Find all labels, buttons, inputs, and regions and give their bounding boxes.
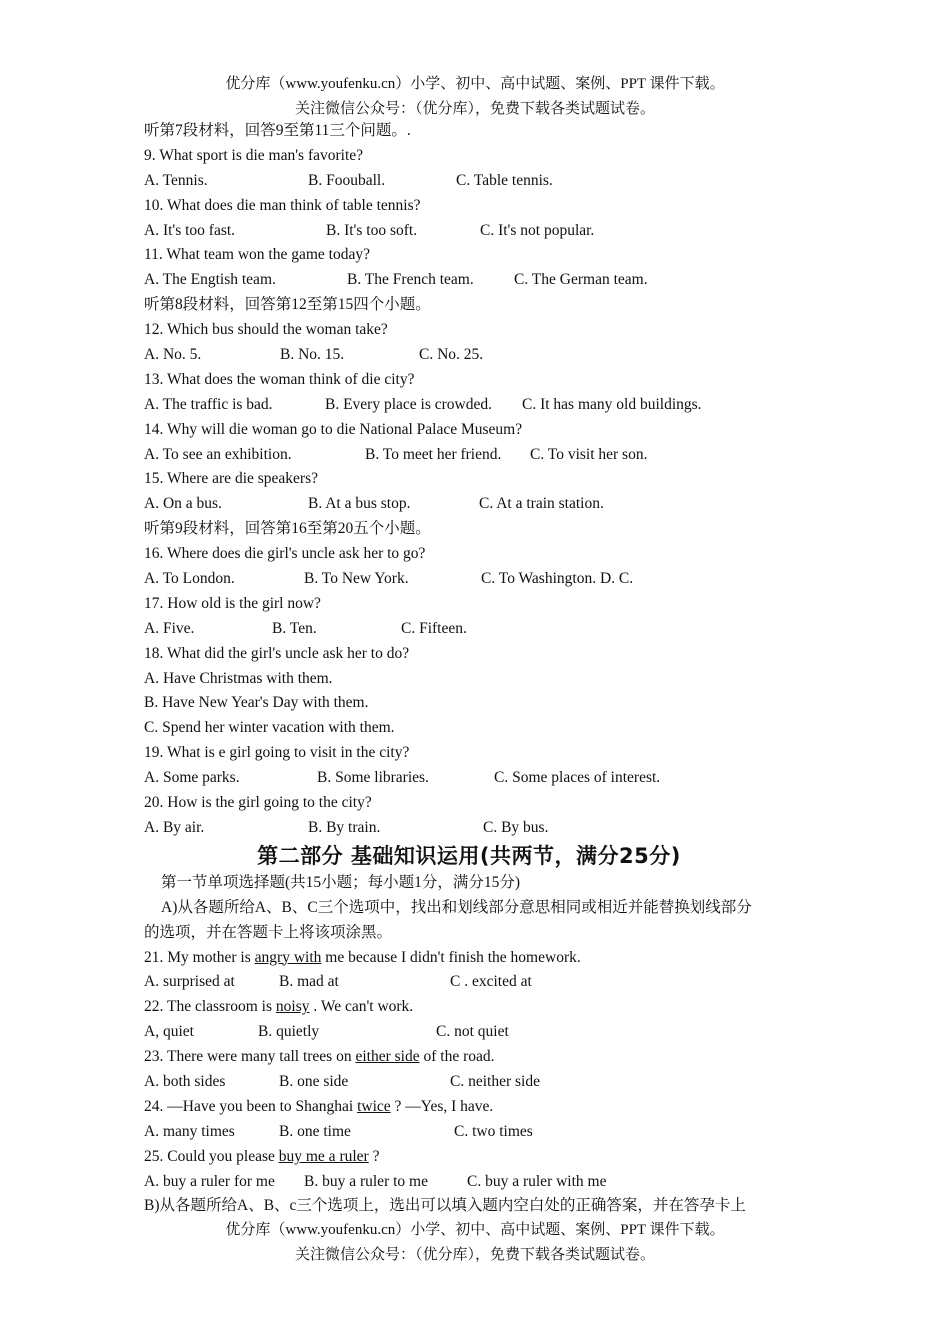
question-12-stem: 12. Which bus should the woman take? xyxy=(144,321,388,339)
stem-text: 24. —Have you been to Shanghai xyxy=(144,1097,358,1115)
stem-text: 25. Could you please xyxy=(144,1147,279,1165)
instruction-part7: 听第7段材料，回答9至第11三个问题。. xyxy=(144,122,411,139)
option-c: C. buy a ruler with me xyxy=(467,1172,607,1190)
option-c: C. By bus. xyxy=(483,818,549,836)
option-c: C. To visit her son. xyxy=(530,445,648,463)
underlined-phrase: either side xyxy=(355,1048,420,1066)
question-13-options xyxy=(144,393,824,418)
option-c: C. neither side xyxy=(450,1072,540,1090)
option-b: B. one side xyxy=(279,1072,349,1090)
option-b: B. one time xyxy=(279,1122,351,1140)
option-b: B. quietly xyxy=(258,1023,320,1041)
option-c: C. No. 25. xyxy=(419,346,484,364)
option-a: A. To see an exhibition. xyxy=(144,445,292,463)
stem-text-end: of the road. xyxy=(419,1048,495,1066)
instruction-b: B)从各题所给A、B、c三个选项上，选出可以填入题内空白处的正确答案，并在答孕卡上 xyxy=(144,1197,746,1215)
stem-text: 23. There were many tall trees on xyxy=(144,1048,356,1066)
question-22-options xyxy=(144,1020,824,1045)
question-20-options xyxy=(144,816,824,841)
underlined-phrase: twice xyxy=(357,1097,391,1115)
stem-text-end: ? —Yes, I have. xyxy=(390,1097,494,1115)
option-b: B. Ten. xyxy=(272,619,317,637)
option-a: A. many times xyxy=(144,1122,235,1140)
page-footer xyxy=(0,1218,950,1268)
option-c: C. not quiet xyxy=(436,1023,509,1041)
option-c: C . excited at xyxy=(450,973,532,991)
option-b: B. No. 15. xyxy=(280,346,345,364)
question-10-options xyxy=(144,219,824,244)
option-c: C. At a train station. xyxy=(479,495,604,513)
option-a: A. Tennis. xyxy=(144,171,208,189)
question-23-options xyxy=(144,1070,824,1095)
question-17-options xyxy=(144,617,824,642)
option-b: B. It's too soft. xyxy=(326,221,418,239)
question-15-stem: 15. Where are die speakers? xyxy=(144,470,318,488)
option-b: B. mad at xyxy=(279,973,339,991)
question-24-stem xyxy=(144,1095,824,1120)
option-a: A. By air. xyxy=(144,818,205,836)
option-b: B. Every place is crowded. xyxy=(325,395,492,413)
option-b: B. To New York. xyxy=(304,570,409,588)
question-21-options xyxy=(144,970,824,995)
option-b: B. By train. xyxy=(308,818,381,836)
question-16-options xyxy=(144,567,824,592)
section-one-heading: 第一节单项选择题(共15小题；每小题1分，满分15分) xyxy=(161,873,521,891)
option-c: C. The German team. xyxy=(514,271,648,289)
page-header xyxy=(0,72,950,122)
header-line-1: 优分库（www.youfenku.cn）小学、初中、高中试题、案例、PPT 课件下载。 xyxy=(225,76,725,92)
stem-text: 21. My mother is xyxy=(144,948,255,966)
question-13-stem: 13. What does the woman think of die city? xyxy=(144,370,415,388)
footer-line-1: 优分库（www.youfenku.cn）小学、初中、高中试题、案例、PPT 课件下载。 xyxy=(225,1222,725,1238)
option-b: B. At a bus stop. xyxy=(308,495,411,513)
option-a: A. It's too fast. xyxy=(144,221,236,239)
option-a: A. The Engtish team. xyxy=(144,271,276,289)
question-16-stem: 16. Where does die girl's uncle ask her to go? xyxy=(144,545,426,563)
question-21-stem xyxy=(144,946,824,971)
option-c: C. It's not popular. xyxy=(480,221,595,239)
question-24-options xyxy=(144,1120,824,1145)
question-9-options xyxy=(144,169,824,194)
instruction-a-line-1: A)从各题所给A、B、C三个选项中，找出和划线部分意思相同或相近并能替换划线部分 xyxy=(161,898,752,916)
option-c: C. Some places of interest. xyxy=(494,769,661,787)
option-a: A. buy a ruler for me xyxy=(144,1172,275,1190)
option-c: C. It has many old buildings. xyxy=(522,395,702,413)
question-18-option-a: A. Have Christmas with them. xyxy=(144,669,333,687)
question-11-stem: 11. What team won the game today? xyxy=(144,246,370,264)
option-a: A. The traffic is bad. xyxy=(144,395,273,413)
option-b: B. To meet her friend. xyxy=(365,445,502,463)
stem-text-end: me because I didn't finish the homework. xyxy=(321,948,581,966)
question-22-stem xyxy=(144,995,824,1020)
stem-text-end: . We can't work. xyxy=(309,998,414,1016)
part-two-title: 第二部分 基础知识运用(共两节，满分25分) xyxy=(257,843,681,868)
question-14-options xyxy=(144,443,824,468)
option-a: A. To London. xyxy=(144,570,235,588)
option-b: B. buy a ruler to me xyxy=(304,1172,428,1190)
option-a: A, quiet xyxy=(144,1023,194,1041)
question-18-stem: 18. What did the girl's uncle ask her to do? xyxy=(144,644,410,662)
option-c: C. To Washington. D. C. xyxy=(481,570,634,588)
question-20-stem: 20. How is the girl going to the city? xyxy=(144,794,372,812)
question-17-stem: 17. How old is the girl now? xyxy=(144,594,321,612)
question-25-options xyxy=(144,1170,824,1195)
question-25-stem xyxy=(144,1145,824,1170)
option-b: B. Some libraries. xyxy=(317,769,429,787)
question-19-options xyxy=(144,766,824,791)
header-line-2: 关注微信公众号：（优分库），免费下载各类试题试卷。 xyxy=(294,101,655,117)
question-23-stem xyxy=(144,1045,824,1070)
footer-line-2: 关注微信公众号：（优分库），免费下载各类试题试卷。 xyxy=(294,1247,655,1263)
question-15-options xyxy=(144,492,824,517)
stem-text-end: ? xyxy=(368,1147,380,1165)
question-12-options xyxy=(144,343,824,368)
option-a: A. surprised at xyxy=(144,973,235,991)
instruction-part9: 听第9段材料，回答第16至第20五个小题。 xyxy=(144,520,431,538)
option-a: A. On a bus. xyxy=(144,495,222,513)
question-14-stem: 14. Why will die woman go to die National Palace Museum? xyxy=(144,420,523,438)
instruction-a-line-2: 的选项，并在答题卡上将该项涂黑。 xyxy=(144,923,393,941)
question-19-stem: 19. What is e girl going to visit in the city? xyxy=(144,744,410,762)
stem-text: 22. The classroom is xyxy=(144,998,276,1016)
underlined-phrase: angry with xyxy=(254,948,322,966)
question-9-stem: 9. What sport is die man's favorite? xyxy=(144,146,364,164)
option-b: B. The French team. xyxy=(347,271,474,289)
instruction-part8: 听第8段材料，回答第12至第15四个小题。 xyxy=(144,296,431,314)
option-c: C. Table tennis. xyxy=(456,171,553,189)
exam-content xyxy=(144,119,824,1219)
option-c: C. Fifteen. xyxy=(401,619,467,637)
option-a: A. No. 5. xyxy=(144,346,202,364)
underlined-phrase: noisy xyxy=(275,998,310,1016)
option-a: A. Some parks. xyxy=(144,769,240,787)
question-18-option-b: B. Have New Year's Day with them. xyxy=(144,694,369,712)
option-a: A. Five. xyxy=(144,619,195,637)
option-a: A. both sides xyxy=(144,1072,226,1090)
question-18-option-c: C. Spend her winter vacation with them. xyxy=(144,719,395,737)
option-b: B. Foouball. xyxy=(308,171,386,189)
question-10-stem: 10. What does die man think of table tennis? xyxy=(144,196,421,214)
question-11-options xyxy=(144,268,824,293)
underlined-phrase: buy me a ruler xyxy=(278,1147,369,1165)
option-c: C. two times xyxy=(454,1122,533,1140)
